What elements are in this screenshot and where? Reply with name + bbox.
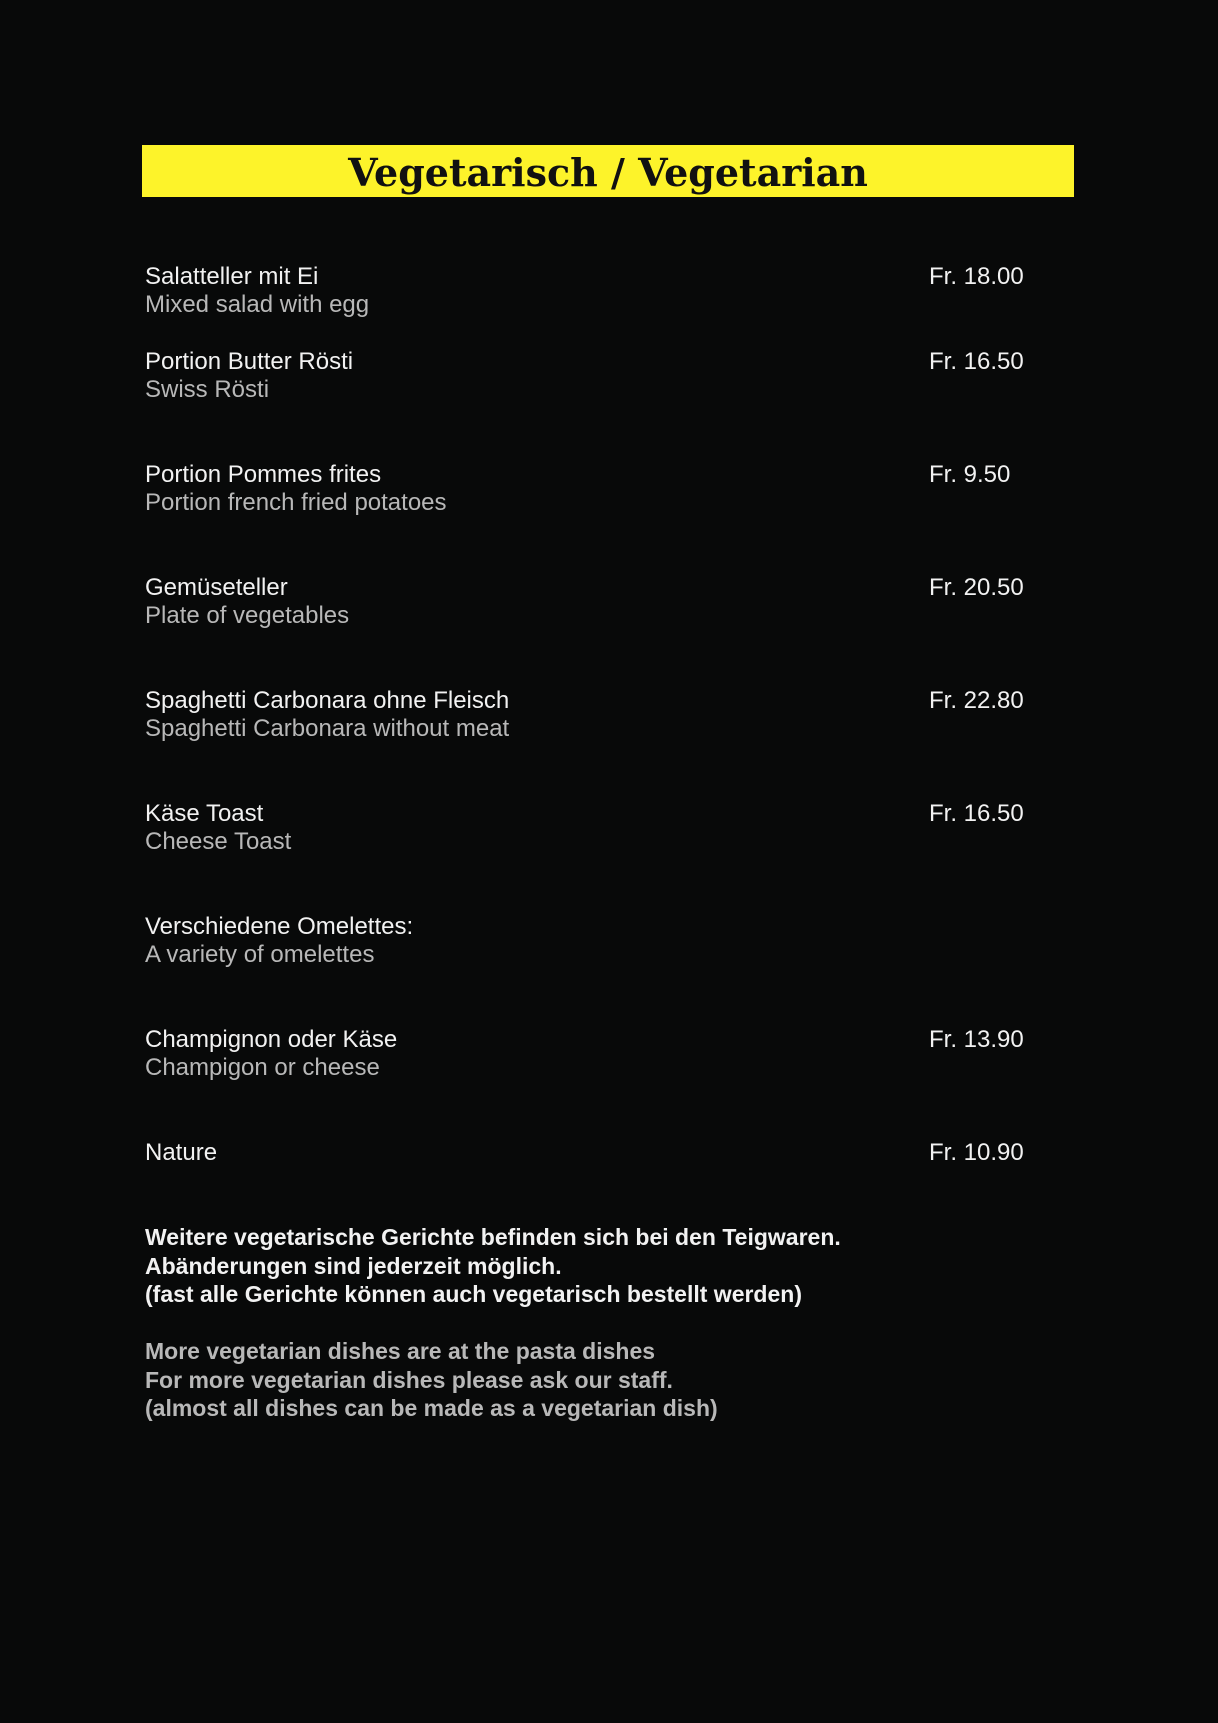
note-line: (fast alle Gerichte können auch vegetarisch bestellt werden) [145,1281,802,1307]
note-line: Abänderungen sind jederzeit möglich. [145,1252,562,1279]
item-name-en: Plate of vegetables [145,602,350,629]
notes-german [145,1223,1145,1309]
item-price: Fr. 16.50 [929,348,1024,375]
item-name-en: Champigon or cheese [145,1054,380,1081]
item-name-en: A variety of omelettes [145,941,375,968]
item-price: Fr. 20.50 [929,574,1024,601]
item-name-de: Spaghetti Carbonara ohne Fleisch [145,687,510,714]
item-name-en: Cheese Toast [145,828,292,855]
item-name-en: Mixed salad with egg [145,291,370,318]
item-name-de: Portion Pommes frites [145,461,382,488]
page-title: Vegetarisch / Vegetarian [348,150,868,195]
item-name-de: Verschiedene Omelettes: [145,913,414,940]
item-price: Fr. 9.50 [929,461,1011,488]
item-name-en: Swiss Rösti [145,376,270,403]
item-name-de: Nature [145,1139,218,1166]
item-name-de: Käse Toast [145,800,264,827]
item-name-de: Champignon oder Käse [145,1026,398,1053]
item-name-en: Portion french fried potatoes [145,489,447,516]
item-price: Fr. 10.90 [929,1139,1024,1166]
item-name-en: Spaghetti Carbonara without meat [145,715,510,742]
item-price: Fr. 13.90 [929,1026,1024,1053]
item-name-de: Gemüseteller [145,574,288,601]
notes-english [145,1337,1145,1423]
note-line: (almost all dishes can be made as a vegetarian dish) [145,1395,718,1421]
note-line: More vegetarian dishes are at the pasta dishes [145,1338,656,1364]
note-line: For more vegetarian dishes please ask our staff. [145,1366,673,1393]
item-name-de: Portion Butter Rösti [145,348,354,375]
item-price: Fr. 18.00 [929,263,1024,290]
item-name-de: Salatteller mit Ei [145,263,319,290]
item-price: Fr. 16.50 [929,800,1024,827]
title-banner [142,145,1074,197]
note-line: Weitere vegetarische Gerichte befinden sich bei den Teigwaren. [145,1224,841,1250]
item-price: Fr. 22.80 [929,687,1024,714]
